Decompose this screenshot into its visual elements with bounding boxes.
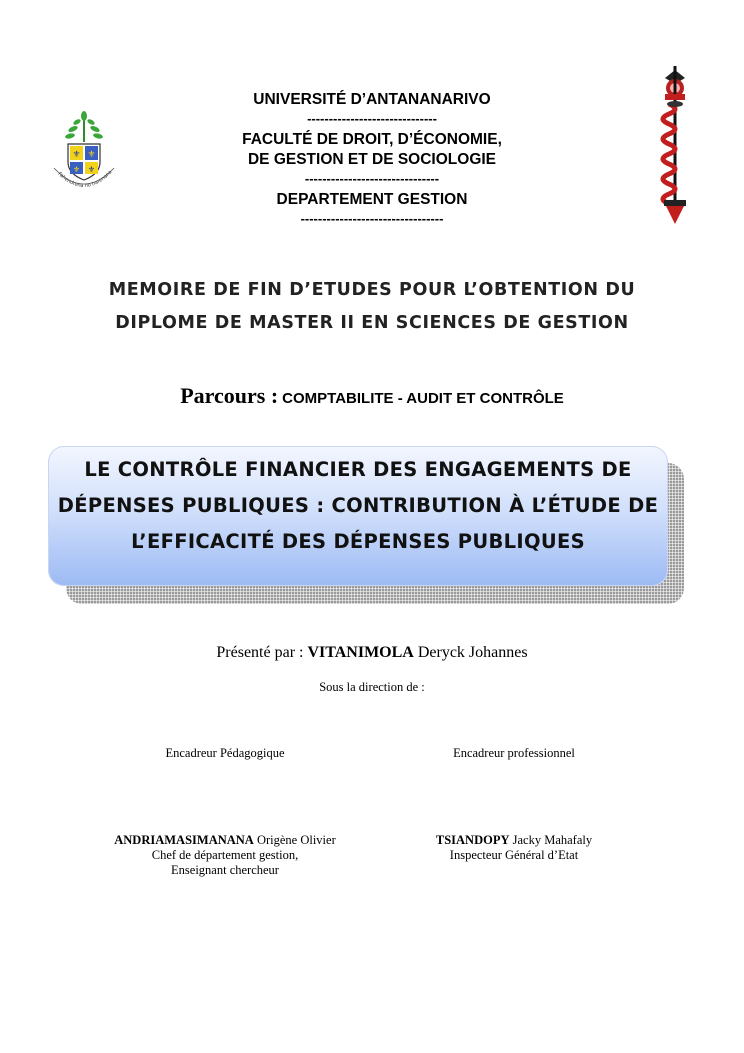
presenter-given-name: Deryck Johannes: [417, 644, 528, 661]
thesis-title-line3: L’EFFICACITÉ DES DÉPENSES PUBLIQUES: [131, 530, 585, 553]
supervisor-academic-given: Origène Olivier: [256, 833, 336, 847]
separator: -------------------------------: [304, 171, 440, 186]
supervisor-professional-given: Jacky Mahafaly: [512, 833, 593, 847]
supervisor-professional-surname: TSIANDOPY: [435, 833, 510, 847]
faculty-name-line1: FACULTÉ DE DROIT, D’ÉCONOMIE,: [242, 131, 502, 148]
thesis-title-line2: DÉPENSES PUBLIQUES : CONTRIBUTION À L’ÉTUDE DE: [57, 494, 659, 517]
svg-text:⚜: ⚜: [87, 165, 96, 174]
supervisor-academic: [100, 833, 350, 878]
faculty-emblem-icon: [655, 64, 695, 226]
separator: ------------------------------: [307, 111, 437, 126]
supervisor-academic-role: Encadreur Pédagogique: [165, 746, 285, 760]
parcours-value: COMPTABILITE - AUDIT ET CONTRÔLE: [282, 390, 564, 407]
department-name: DEPARTEMENT GESTION: [276, 191, 468, 208]
memoire-title-line1: MEMOIRE DE FIN D’ETUDES POUR L’OBTENTION DU: [108, 280, 636, 300]
thesis-title-line1: LE CONTRÔLE FINANCIER DES ENGAGEMENTS DE: [84, 458, 632, 481]
presenter-surname: VITANIMOLA: [307, 644, 414, 661]
supervisor-academic-title2: Enseignant chercheur: [171, 863, 279, 877]
parcours-label: Parcours :: [180, 383, 279, 408]
shield-icon: [68, 144, 100, 180]
supervisor-academic-title1: Chef de département gestion,: [151, 848, 299, 862]
supervisor-professional-title1: Inspecteur Général d’Etat: [449, 848, 579, 862]
svg-text:⚜: ⚜: [72, 150, 81, 160]
separator: ---------------------------------: [300, 211, 444, 226]
svg-text:⚜: ⚜: [87, 150, 96, 160]
memoire-title-line2: DIPLOME DE MASTER II EN SCIENCES DE GESTION: [115, 313, 629, 333]
parcours: [0, 383, 744, 409]
supervisor-professional: [400, 833, 628, 863]
thesis-title: [48, 452, 668, 560]
crest-motto: Fahendrena no harenana: [56, 169, 114, 190]
university-name: UNIVERSITÉ D’ANTANANARIVO: [253, 91, 491, 108]
presenter: [0, 644, 744, 662]
supervisor-academic-surname: ANDRIAMASIMANANA: [114, 833, 254, 847]
olive-branch-icon: [65, 111, 104, 142]
direction-label: Sous la direction de :: [319, 680, 425, 694]
presenter-prefix: Présenté par :: [216, 644, 304, 661]
supervisor-professional-role: Encadreur professionnel: [453, 746, 575, 760]
faculty-name-line2: DE GESTION ET DE SOCIOLOGIE: [247, 151, 497, 168]
university-crest-icon: [48, 108, 120, 198]
svg-text:⚜: ⚜: [72, 165, 81, 174]
